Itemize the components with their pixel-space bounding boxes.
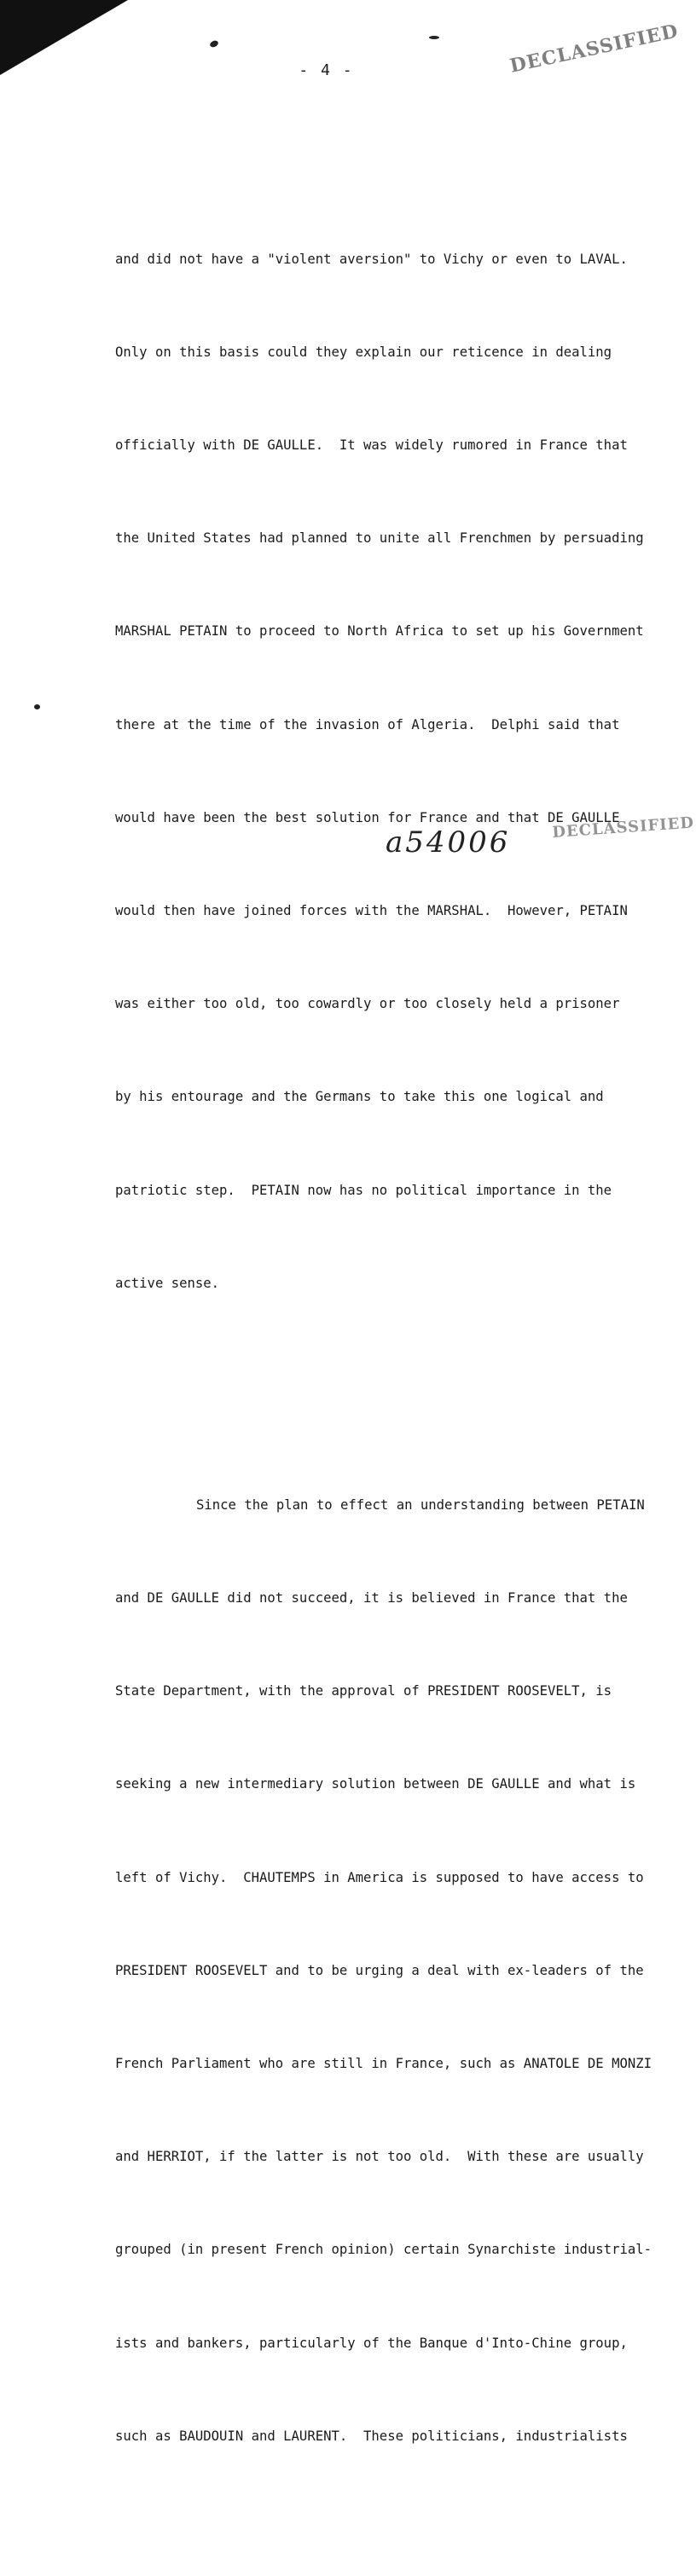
text-line: ists and bankers, particularly of the Banque d'Into-Chine group, [115,2335,628,2351]
text-line: there at the time of the invasion of Algeria. Delphi said that [115,716,620,732]
text-line: such as BAUDOUIN and LAURENT. These politicians, industrialists [115,2428,628,2444]
text-line: Only on this basis could they explain our reticence in dealing [115,344,612,360]
text-line: grouped (in present French opinion) certain Synarchiste industrial- [115,2242,652,2258]
text-line: would have been the best solution for France and that DE GAULLE [115,809,620,825]
text-line: by his entourage and the Germans to take this one logical and [115,1089,604,1105]
body-text [115,119,652,2576]
text-line: MARSHAL PETAIN to proceed to North Africa to set up his Government [115,623,644,640]
text-line: left of Vichy. CHAUTEMPS in America is supposed to have access to [115,1869,644,1885]
text-line: active sense. [115,1275,220,1291]
page-number: - 4 - [299,61,354,79]
handwritten-document-id: a54006 [386,825,511,860]
stamp-text: DECLASSIFIED [551,813,695,842]
paragraph-2 [115,1427,652,2514]
text-line: officially with DE GAULLE. It was widely rumored in France that [115,437,628,454]
text-line: was either too old, too cowardly or too closely held a prisoner [115,996,620,1012]
text-line: and did not have a "violent aversion" to Vichy or even to LAVAL. [115,251,628,267]
text-line: PRESIDENT ROOSEVELT and to be urging a deal with ex-leaders of the [115,1962,644,1978]
text-line: Since the plan to effect an understanding between PETAIN [196,1496,645,1513]
paragraph-1 [115,182,648,1361]
text-line: patriotic step. PETAIN now has no political importance in the [115,1182,612,1198]
declassified-stamp-top [508,20,681,106]
ink-speck [209,39,219,49]
text-line: the United States had planned to unite all Frenchmen by persuading [115,530,644,547]
text-line: French Parliament who are still in France, such as ANATOLE DE MONZI [115,2055,652,2071]
text-line: seeking a new intermediary solution between DE GAULLE and what is [115,1776,636,1792]
stamp-text: DECLASSIFIED [508,20,681,78]
text-line: and HERRIOT, if the latter is not too old. With these are usually [115,2149,644,2165]
declassified-stamp-bottom [551,813,695,858]
ink-speck [429,36,439,39]
text-line: would then have joined forces with the MARSHAL. However, PETAIN [115,903,628,919]
text-line: and DE GAULLE did not succeed, it is believed in France that the [115,1589,628,1606]
text-line: State Department, with the approval of PRESIDENT ROOSEVELT, is [115,1683,612,1699]
ink-speck [34,704,40,709]
